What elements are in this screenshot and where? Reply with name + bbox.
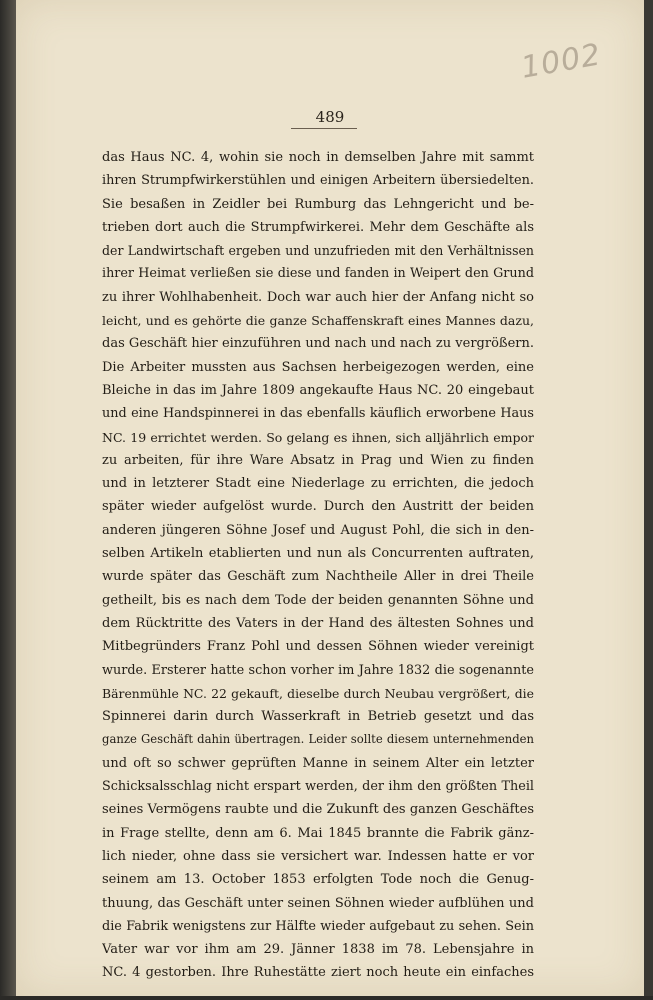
text-line: und in letzterer Stadt eine Niederlage zu errichten, die jedoch bbox=[102, 476, 534, 492]
text-line: wurde. Ersterer hatte schon vorher im Jahre 1832 die sogenannte bbox=[102, 662, 534, 678]
text-line: zu ihrer Wohlhabenheit. Doch war auch hier der Anfang nicht so bbox=[102, 289, 534, 305]
text-line: selben Artikeln etablierten und nun als Concurrenten auftraten, bbox=[102, 546, 534, 562]
book-page bbox=[16, 0, 644, 996]
text-line: anderen jüngeren Söhne Josef und August Pohl, die sich in den- bbox=[102, 522, 534, 538]
text-line: ihrer Heimat verließen sie diese und fanden in Weipert den Grund bbox=[102, 266, 534, 282]
text-line: Spinnerei darin durch Wasserkraft in Betrieb gesetzt und das bbox=[102, 709, 534, 725]
text-line: Mitbegründers Franz Pohl und dessen Söhnen wieder vereinigt bbox=[102, 639, 534, 655]
text-line: und oft so schwer geprüften Manne in seinem Alter ein letzter bbox=[102, 755, 534, 771]
body-text bbox=[102, 146, 534, 985]
text-line: der Landwirtschaft ergeben und unzufrieden mit den Verhältnissen bbox=[102, 243, 534, 259]
text-line: lich nieder, ohne dass sie versichert war. Indessen hatte er vor bbox=[102, 848, 534, 864]
page-number: 489 bbox=[315, 108, 345, 126]
text-line: in Frage stellte, denn am 6. Mai 1845 brannte die Fabrik gänz- bbox=[102, 825, 534, 841]
text-line: NC. 19 errichtet werden. So gelang es ihnen, sich alljährlich empor bbox=[102, 429, 534, 445]
scan-left-edge bbox=[0, 0, 16, 1000]
text-line: das Geschäft hier einzuführen und nach und nach zu vergrößern. bbox=[102, 336, 534, 352]
text-line: thuung, das Geschäft unter seinen Söhnen wieder aufblühen und bbox=[102, 895, 534, 911]
text-line: wurde später das Geschäft zum Nachtheile Aller in drei Theile bbox=[102, 569, 534, 585]
scan-bottom-edge bbox=[0, 996, 653, 1000]
text-line: Bärenmühle NC. 22 gekauft, dieselbe durch Neubau vergrößert, die bbox=[102, 685, 534, 701]
text-line: und eine Handspinnerei in das ebenfalls käuflich erworbene Haus bbox=[102, 406, 534, 422]
text-line: zu arbeiten, für ihre Ware Absatz in Prag und Wien zu finden bbox=[102, 452, 534, 468]
text-line: Vater war vor ihm am 29. Jänner 1838 im 78. Lebensjahre in bbox=[102, 942, 534, 958]
text-line: seines Vermögens raubte und die Zukunft des ganzen Geschäftes bbox=[102, 802, 534, 818]
text-line: später wieder aufgelöst wurde. Durch den Austritt der beiden bbox=[102, 499, 534, 515]
text-line: getheilt, bis es nach dem Tode der beiden genannten Söhne und bbox=[102, 592, 534, 608]
text-line: die Fabrik wenigstens zur Hälfte wieder aufgebaut zu sehen. Sein bbox=[102, 918, 534, 934]
text-line: das Haus NC. 4, wohin sie noch in demselben Jahre mit sammt bbox=[102, 150, 534, 165]
text-line: Schicksalsschlag nicht erspart werden, der ihm den größten Theil bbox=[102, 779, 534, 795]
archive-number-annotation: 1002 bbox=[518, 37, 604, 86]
text-line: dem Rücktritte des Vaters in der Hand des ältesten Sohnes und bbox=[102, 615, 534, 631]
text-line: Die Arbeiter mussten aus Sachsen herbeigezogen werden, eine bbox=[102, 359, 534, 375]
text-line: Bleiche in das im Jahre 1809 angekaufte Haus NC. 20 eingebaut bbox=[102, 382, 534, 398]
page-number-rule bbox=[291, 128, 357, 129]
text-line: ihren Strumpfwirkerstühlen und einigen Arbeitern übersiedelten. bbox=[102, 173, 534, 189]
text-line: ganze Geschäft dahin übertragen. Leider sollte diesem unternehmenden bbox=[102, 732, 534, 747]
text-line: leicht, und es gehörte die ganze Schaffenskraft eines Mannes dazu, bbox=[102, 313, 534, 329]
text-line: Sie besaßen in Zeidler bei Rumburg das Lehngericht und be- bbox=[102, 196, 534, 212]
text-line: NC. 4 gestorben. Ihre Ruhestätte ziert noch heute ein einfaches bbox=[102, 965, 534, 981]
text-line: trieben dort auch die Strumpfwirkerei. Mehr dem Geschäfte als bbox=[102, 219, 534, 235]
text-line: seinem am 13. October 1853 erfolgten Tode noch die Genug- bbox=[102, 872, 534, 888]
